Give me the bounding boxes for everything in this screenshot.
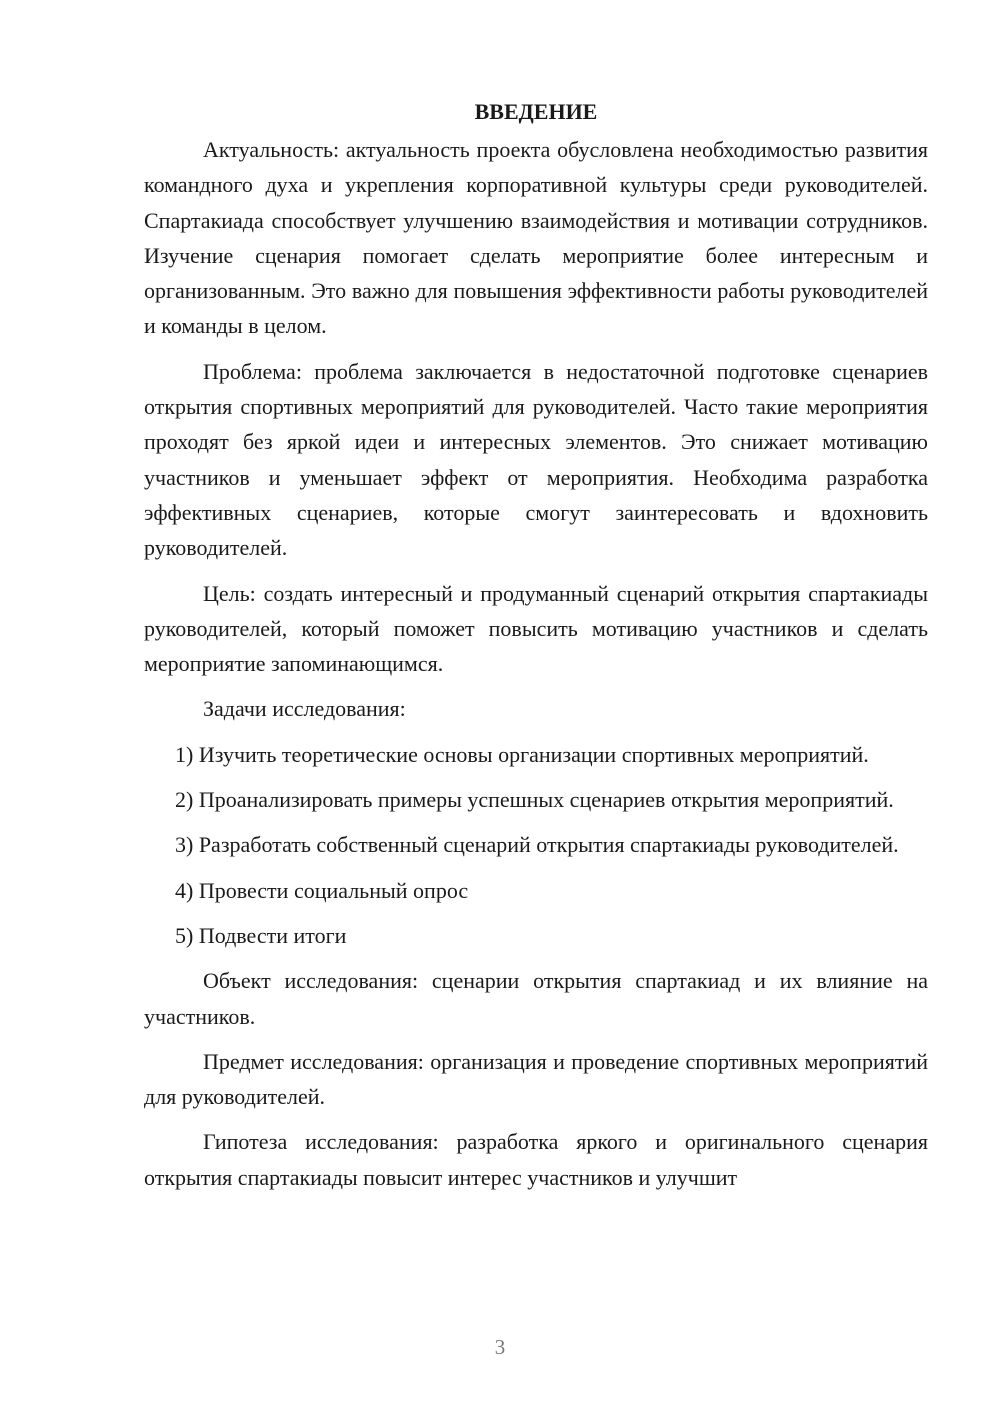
relevance-paragraph: Актуальность: актуальность проекта обусловлена необходимостью развития командного духа и укрепления корпоративной культуры среди руководителей. Спартакиада способствует улучшению взаимодействия и мотивации сотрудников. Изучение сценария помогает сделать мероприятие более интересным и организованным. Это важно для повышения эффективности работы руководителей и команды в целом. [144,137,928,339]
hypothesis-paragraph: Гипотеза исследования: разработка яркого и оригинального сценария открытия спартакиады повысит интерес участников и улучшит [144,1129,928,1190]
document-page [144,96,928,1205]
task-item-2: 2) Проанализировать примеры успешных сценариев открытия мероприятий. [175,787,894,813]
page-number: 3 [494,1335,506,1359]
goal-paragraph: Цель: создать интересный и продуманный сценарий открытия спартакиады руководителей, который поможет повысить мотивацию участников и сделать мероприятие запоминающимся. [144,580,928,677]
task-item-5: 5) Подвести итоги [175,922,347,948]
section-title: ВВЕДЕНИЕ [474,99,598,124]
subject-paragraph: Предмет исследования: организация и проведение спортивных мероприятий для руководителей. [144,1048,928,1110]
problem-paragraph: Проблема: проблема заключается в недостаточной подготовке сценариев открытия спортивных мероприятий для руководителей. Часто такие мероприятия проходят без яркой идеи и интересных элементов. Это снижает мотивацию участников и уменьшает эффект от мероприятия. Необходима разработка эффективных сценариев, которые смогут заинтересовать и вдохновить руководителей. [144,358,928,561]
task-item-4: 4) Провести социальный опрос [175,877,469,903]
tasks-heading: Задачи исследования: [203,696,406,722]
object-paragraph: Объект исследования: сценарии открытия спартакиад и их влияние на участников. [144,968,928,1029]
task-item-1: 1) Изучить теоретические основы организации спортивных мероприятий. [175,741,869,767]
task-item-3: 3) Разработать собственный сценарий открытия спартакиады руководителей. [175,832,899,858]
